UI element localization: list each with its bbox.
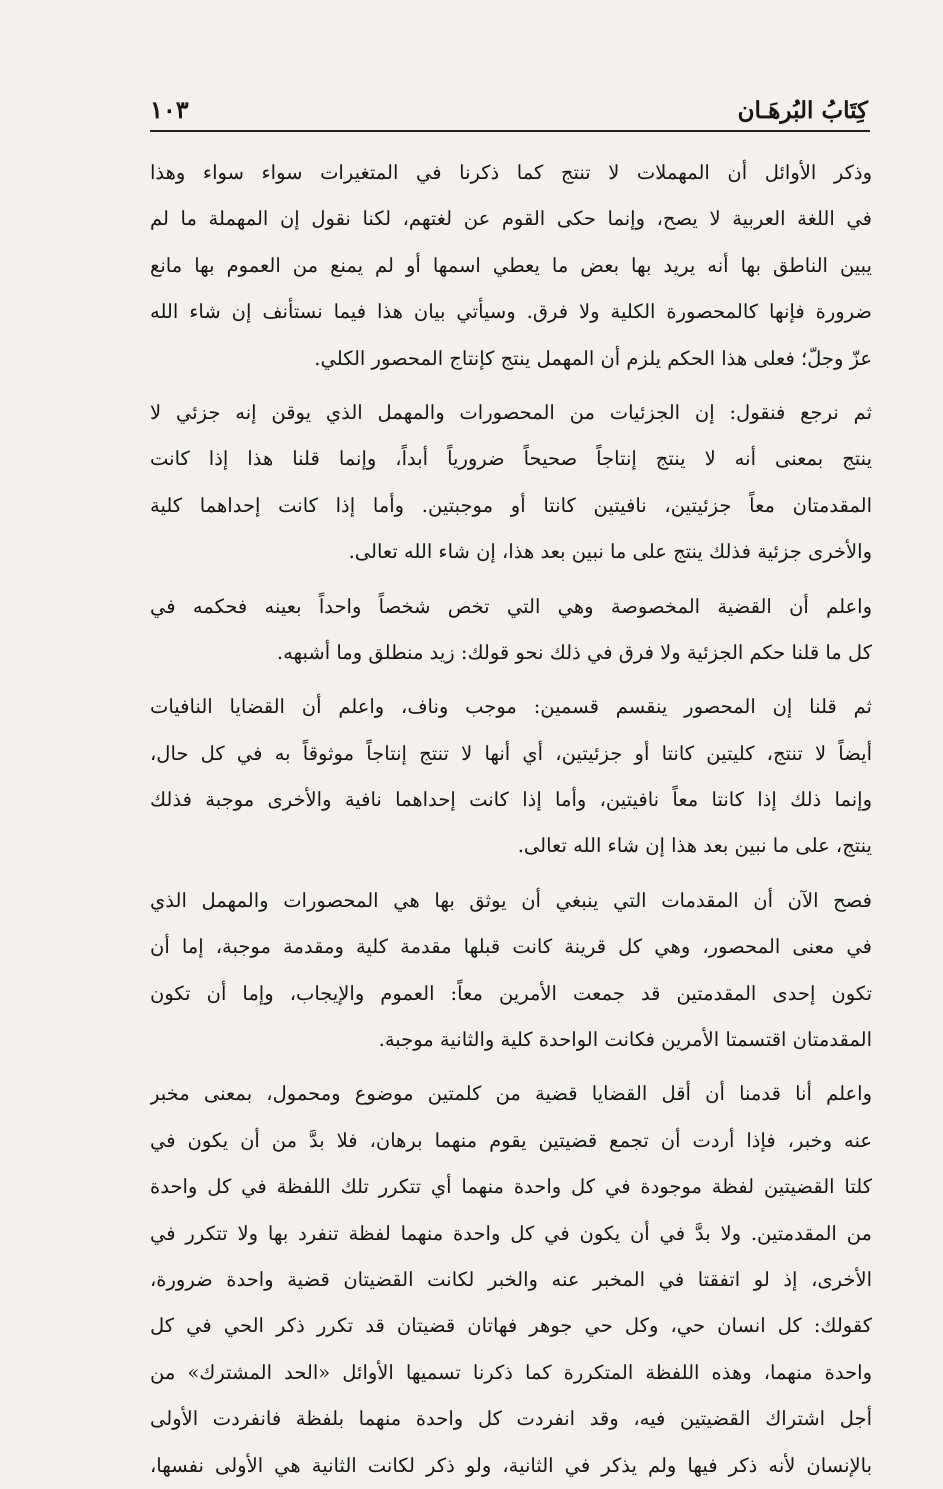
text-line: عزّ وجلّ؛ فعلى هذا الحكم يلزم أن المهمل ينتج كإنتاج المحصور الكلي. — [314, 346, 872, 370]
page-number: ١٠٣ — [150, 95, 189, 124]
page-header — [150, 88, 870, 132]
text-line: تكون إحدى المقدمتين قد جمعت الأمرين معاً: العموم والإيجاب، وإما أن تكون — [150, 981, 872, 1005]
text-line: كلتا القضيتين لفظة موجودة في كل واحدة منهما أي تتكرر تلك اللفظة في كل واحدة — [150, 1175, 872, 1199]
body-text — [150, 150, 872, 1489]
text-line: عنه وخبر، فإذا أردت أن تجمع قضيتين يقوم منهما برهان، فلا بدَّ من أن يكون في — [150, 1128, 872, 1152]
text-line: من المقدمتين. ولا بدَّ في أن يكون في كل واحدة منهما لفظة تنفرد بها ولا تتكرر في — [150, 1221, 872, 1245]
paragraph-gap — [150, 676, 872, 684]
text-line: ينتج بمعنى أنه لا ينتج إنتاجاً صحيحاً ضرورياً أبداً، وإنما قلنا هذا إذا كانت — [150, 447, 872, 471]
text-line: واعلم أنا قدمنا أن أقل القضايا قضية من كلمتين موضوع ومحمول، بمعنى مخبر — [150, 1082, 872, 1106]
text-line: والأخرى جزئية فذلك ينتج على ما نبين بعد هذا، إن شاء الله تعالى. — [348, 540, 872, 564]
text-line: ينتج، على ما نبين بعد هذا إن شاء الله تعالى. — [517, 834, 872, 858]
text-line: بالإنسان لأنه ذكر فيها ولم يذكر في الثانية، ولو ذكر لكانت الثانية هي الأولى نفسها، — [150, 1453, 872, 1477]
paragraph — [150, 684, 872, 870]
text-line: المقدمتان معاً جزئيتين، نافيتين كانتا أو موجبتين. وأما إذا كانت إحداهما كلية — [150, 493, 872, 517]
text-line: ثم نرجع فنقول: إن الجزئيات من المحصورات والمهمل الذي يوقن إنه جزئي لا — [150, 400, 872, 424]
text-line: فصح الآن أن المقدمات التي ينبغي أن يوثق بها هي المحصورات والمهمل الذي — [150, 888, 872, 912]
paragraph-gap — [150, 1063, 872, 1071]
paragraph-gap — [150, 576, 872, 584]
paragraph — [150, 390, 872, 576]
paragraph — [150, 150, 872, 382]
text-line: في اللغة العربية لا يصح، وإنما حكى القوم عن لغتهم، لكنا نقول إن المهملة ما لم — [150, 207, 872, 231]
text-line: أجل اشتراك القضيتين فيه، وقد انفردت كل واحدة منهما بلفظة فانفردت الأولى — [150, 1407, 872, 1431]
text-line: ثم قلنا إن المحصور ينقسم قسمين: موجب وناف، واعلم أن القضايا النافيات — [150, 695, 872, 719]
text-line: وذكر الأوائل أن المهملات لا تنتج كما ذكرنا في المتغيرات سواء سواء وهذا — [150, 161, 872, 184]
text-line: وإنما ذلك إذا كانتا معاً نافيتين، وأما إذا كانت إحداهما نافية والأخرى موجبة فذلك — [150, 788, 872, 812]
text-line: واحدة منهما، وهذه اللفظة المتكررة كما ذكرنا تسميها الأوائل «الحد المشترك» من — [150, 1360, 872, 1384]
text-line: ضرورة فإنها كالمحصورة الكلية ولا فرق. وسيأتي بيان هذا فيما نستأنف إن شاء الله — [150, 300, 872, 324]
text-line: المقدمتان اقتسمتا الأمرين فكانت الواحدة كلية والثانية موجبة. — [378, 1028, 872, 1052]
book-title: كِتَابُ البُرهَـان — [737, 97, 868, 124]
paragraph — [150, 878, 872, 1064]
text-line: في معنى المحصور، وهي كل قرينة كانت قبلها مقدمة كلية ومقدمة موجبة، إما أن — [150, 935, 872, 959]
text-line: كقولك: كل انسان حي، وكل حي جوهر فهاتان قضيتان قد تكرر ذكر الحي في كل — [150, 1314, 872, 1338]
text-line: يبين الناطق بها أنه يريد بها بعض ما يعطي اسمها أو لم يمنع من العموم بها مانع — [150, 253, 872, 277]
paragraph — [150, 1071, 872, 1489]
text-line: واعلم أن القضية المخصوصة وهي التي تخص شخصاً واحداً بعينه فحكمه في — [150, 594, 872, 618]
paragraph-gap — [150, 382, 872, 390]
paragraph — [150, 584, 872, 677]
text-line: الأخرى، إذ لو اتفقتا في المخبر عنه والخبر لكانت القضيتان قضية واحدة ضرورة، — [150, 1267, 872, 1291]
text-line: أيضاً لا تنتج، كليتين كانتا أو جزئيتين، أي أنها لا تنتج إنتاجاً موثوقاً به في كل حال، — [150, 741, 872, 765]
paragraph-gap — [150, 870, 872, 878]
text-line: كل ما قلنا حكم الجزئية ولا فرق في ذلك نحو قولك: زيد منطلق وما أشبهه. — [276, 640, 872, 664]
